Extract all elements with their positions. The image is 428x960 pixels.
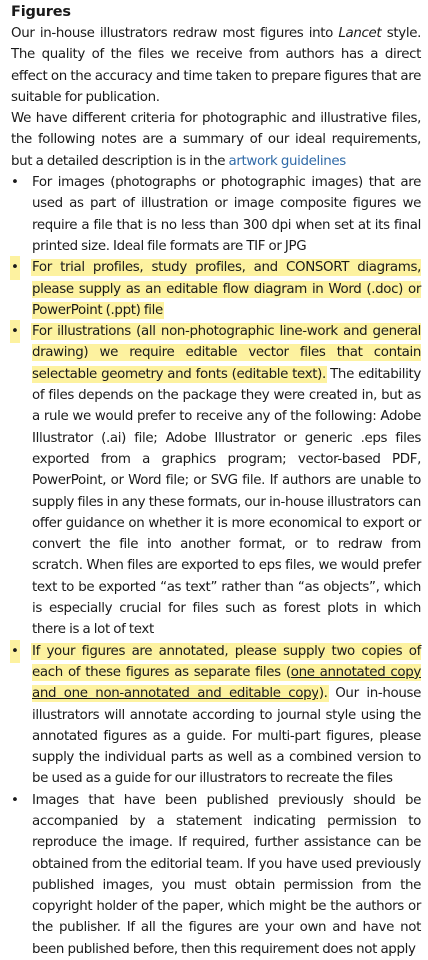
annotated-highlighted-text: If your figures are annotated, please supply two copies of each of these figures as separate files ( <box>32 643 421 680</box>
intro-p2-text: We have different criteria for photographic and illustrative files, the following notes are a summary of our ideal requirements, but a detailed description is in the <box>11 111 421 169</box>
list-item-images <box>11 172 421 257</box>
intro-paragraph-2 <box>11 108 421 172</box>
intro-p1-text: Our in-house illustrators redraw most figures into <box>11 26 339 41</box>
requirements-list <box>11 172 421 960</box>
published-images-text: Images that have been published previously should be accompanied by a statement indicating permission to reproduce the image. If required, further assistance can be obtained from the editorial team. If you have used previously published images, you must obtain permission from the copyright holder of the paper, which might be the authors or the publisher. If all the figures are your own and have not been published before, then this requirement does not apply <box>32 792 421 957</box>
bullet-glyph: • <box>11 257 19 278</box>
bullet-glyph: • <box>11 175 19 191</box>
journal-name: Lancet <box>338 26 382 41</box>
list-item-illustrations <box>11 321 421 640</box>
bullet-glyph: • <box>11 641 19 662</box>
trial-profiles-highlighted-text: For trial profiles, study profiles, and CONSORT diagrams, please supply as an editable flow diagram in Word (.doc) or PowerPoint (.ppt) file <box>32 260 421 318</box>
list-item-annotated-figures <box>11 641 421 790</box>
list-item-trial-profiles <box>11 257 421 321</box>
annotated-underlined-text: one annotated copy and one non-annotated and editable copy <box>32 664 421 702</box>
list-item-published-images <box>11 790 421 960</box>
bullet-glyph: • <box>11 792 19 808</box>
intro-p1-text-end: style. The quality of the files we receive from authors has a direct effect on the accuracy and time taken to prepare figures that are suitable for publication. <box>11 26 421 105</box>
annotated-highlighted-end: ). <box>318 686 328 702</box>
bullet-glyph: • <box>11 321 19 342</box>
annotated-text: Our in-house illustrators will annotate according to journal style using the annotated figures as a guide. For multi-part figures, please supply the individual parts as well as a combined version to be used as a guide for our illustrators to recreate the files <box>32 686 421 787</box>
section-title: Figures <box>11 4 71 20</box>
intro-paragraph-1 <box>11 23 421 108</box>
illustrations-text: The editability of files depends on the package they were created in, but as a rule we would prefer to receive any of the following: Adobe Illustrator (.ai) file; Adobe Illustrator or generic .eps files exported from a graphics program; vector-based PDF, PowerPoint, or Word file; or SVG file. If authors are unable to supply files in any these formats, our in-house illustrators can offer guidance on whether it is more economical to export or convert the file into another format, or to redraw from scratch. When files are exported to eps files, we would prefer text to be exported “as text” rather than “as objects”, which is especially crucial for files such as forest plots in which there is a lot of text <box>32 366 421 638</box>
illustrations-highlighted-text: For illustrations (all non-photographic line-work and general drawing) we require editable vector files that contain selectable geometry and fonts (editable text). <box>32 324 421 382</box>
images-text: For images (photographs or photographic images) that are used as part of illustration or image composite figures we require a file that is no less than 300 dpi when set at its final printed size. Ideal file formats are TIF or JPG <box>32 175 421 254</box>
artwork-guidelines-link[interactable]: artwork guidelines <box>228 153 346 169</box>
